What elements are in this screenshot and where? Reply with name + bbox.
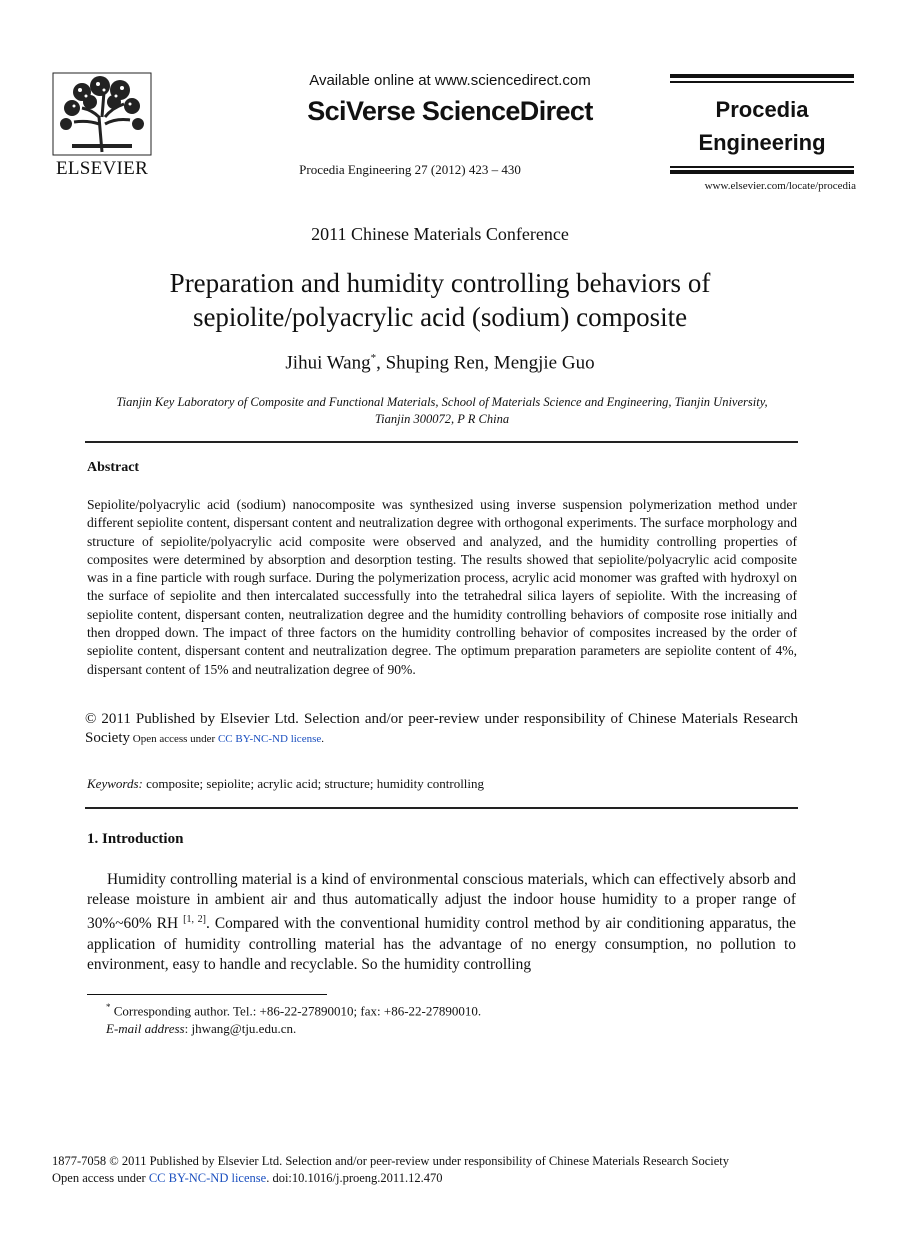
- journal-citation: Procedia Engineering 27 (2012) 423 – 430: [299, 162, 521, 177]
- sciencedirect-brand: SciVerse ScienceDirect: [307, 96, 593, 126]
- footnote-email: [106, 1021, 296, 1037]
- journal-rule-bottom-thin: [670, 166, 854, 168]
- affiliation: [86, 394, 798, 428]
- footnote-corresponding: [106, 1002, 481, 1019]
- email-label: E-mail address: [106, 1021, 185, 1036]
- keywords-label: Keywords:: [87, 776, 143, 791]
- footer-issn-line: 1877-7058 © 2011 Published by Elsevier Ltd. Selection and/or peer-review under responsibility of Chinese Materials Research Society: [52, 1154, 730, 1168]
- copyright-text: © 2011 Published by Elsevier Ltd. Selection and/or peer-review under responsibility of Chinese Materials Research Society: [85, 711, 798, 746]
- reference-citation[interactable]: [1, 2]: [183, 914, 206, 926]
- footer-open-access: Open access under: [52, 1171, 149, 1185]
- elsevier-logo-text: ELSEVIER: [55, 158, 149, 179]
- affiliation-line1: Tianjin Key Laboratory of Composite and Functional Materials, School of Materials Science and Engineering, Tianjin University,: [116, 395, 768, 409]
- author-name: Jihui Wang: [285, 352, 371, 374]
- abstract-heading: Abstract: [87, 460, 140, 475]
- elsevier-logo: [52, 72, 152, 180]
- email-address[interactable]: : jhwang@tju.edu.cn.: [184, 1021, 297, 1036]
- corresponding-mark: *: [370, 352, 377, 364]
- abstract-text: Sepiolite/polyacrylic acid (sodium) nanocomposite was synthesized using inverse suspension polymerization method under different sepiolite content, dispersant content and neutralization degree with orthogonal experiments. The surface morphology and structure of sepiolite/polyacrylic acid composite were observed and analyzed, and the humidity controlling properties of composites were determined by absorption and desorption testing. The results showed that sepiolite/polyacrylic acid composite was in a fine particle with rough surface. During the polymerization process, acrylic acid monomer was grafted with hydroxyl on the surface of sepiolite and then intercalated successfully into the tetrahedral silica layers of sepiolite. With the increasing of sepiolite content, dispersant conten, neutralization degree and the humidity controlling behaviors of composite rose initially and then dropped down. The impact of three factors on the humidity controlling behavior of composites increased by the order of sepiolite content, dispersant content and neutralization degree. The optimum preparation parameters are sepiolite content of 4%, dispersant content of 15% and neutralization degree of 90%.: [87, 497, 797, 677]
- journal-rule-top-thin: [670, 81, 854, 83]
- footnote-contact: Corresponding author. Tel.: +86-22-27890010; fax: +86-22-27890010.: [110, 1003, 482, 1019]
- introduction-text-part1: Humidity controlling material is a kind of environmental conscious materials, which can effectively absorb and release moisture in ambient air and thus automatically adjust the indoor house humidity to a proper range of 30%~60% RH: [87, 871, 796, 933]
- available-online-text: Available online at www.sciencedirect.com: [309, 72, 591, 89]
- author-list: [0, 352, 880, 374]
- footnote-mark: *: [106, 1002, 111, 1012]
- author-names-rest: , Shuping Ren, Mengjie Guo: [376, 352, 595, 374]
- divider-bottom: [85, 807, 798, 809]
- copyright-notice: [85, 710, 798, 749]
- open-access-text: Open access under: [130, 733, 218, 745]
- conference-name: 2011 Chinese Materials Conference: [311, 224, 569, 244]
- elsevier-tree-emblem: [52, 72, 152, 156]
- paper-title: Preparation and humidity controlling behaviors of sepiolite/polyacrylic acid (sodium) composite: [169, 268, 711, 332]
- journal-name: [670, 93, 854, 159]
- journal-rule-top: [670, 74, 854, 78]
- footer-doi[interactable]: . doi:10.1016/j.proeng.2011.12.470: [266, 1171, 443, 1185]
- introduction-text-part2: . Compared with the conventional humidity control method by air conditioning apparatus, the application of humidity controlling material has the advantage of no energy consumption, no pollution to environment, easy to handle and recyclable. So the humidity controlling: [87, 915, 797, 973]
- license-period: .: [321, 733, 324, 745]
- divider-top: [85, 441, 798, 443]
- journal-rule-bottom: [670, 170, 854, 174]
- license-link[interactable]: CC BY-NC-ND license: [217, 733, 322, 745]
- journal-name-line2: Engineering: [698, 130, 826, 155]
- keywords: [87, 776, 484, 792]
- footnote-rule: [87, 994, 327, 995]
- introduction-heading: 1. Introduction: [87, 831, 184, 847]
- journal-name-line1: Procedia: [715, 97, 809, 122]
- footer-license-link[interactable]: CC BY-NC-ND license: [148, 1171, 267, 1185]
- affiliation-line2: Tianjin 300072, P R China: [374, 412, 510, 426]
- footer-license-line: [52, 1171, 442, 1186]
- introduction-text: [87, 870, 796, 975]
- keywords-list: composite; sepiolite; acrylic acid; structure; humidity controlling: [142, 776, 485, 791]
- journal-url[interactable]: www.elsevier.com/locate/procedia: [704, 180, 856, 192]
